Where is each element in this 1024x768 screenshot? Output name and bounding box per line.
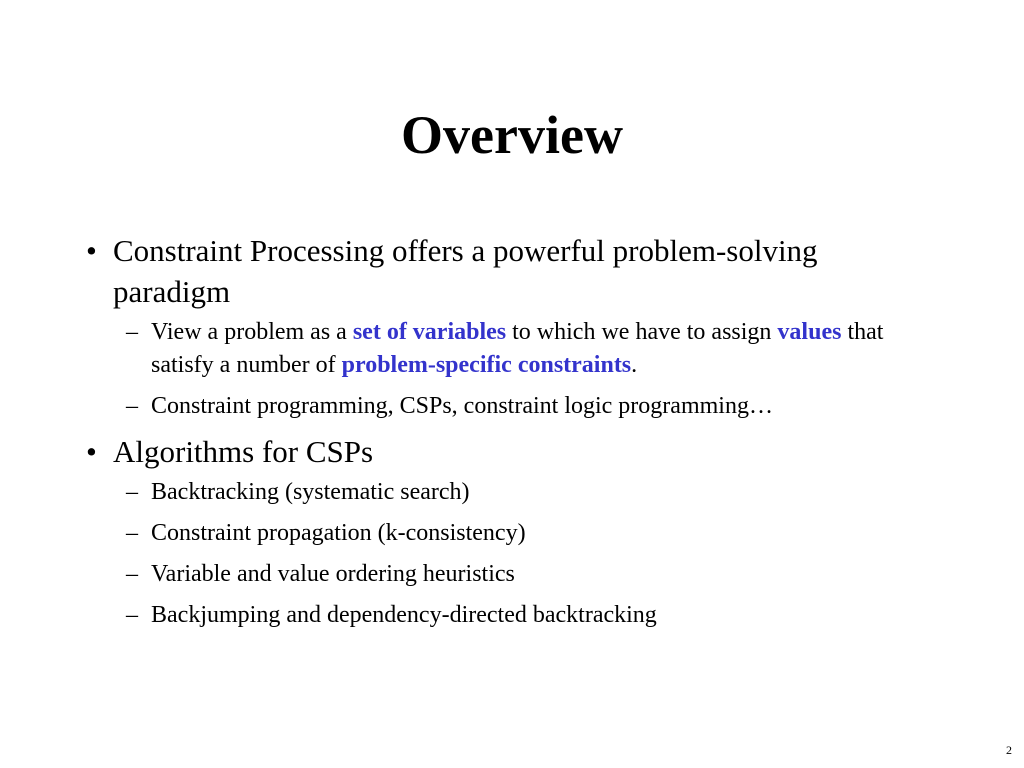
highlight-set-of-variables: set of variables [352,319,507,345]
sub-item-text: Constraint programming, CSPs, constraint logic programming… [151,393,773,419]
sub-item-text: Variable and value ordering heuristics [151,561,515,587]
sub-item-text-part: that satisfy a number of [151,319,884,378]
sub-item-text-part: to which we have to assign [506,319,778,345]
sub-item-text: Backtracking (systematic search) [151,479,470,505]
sub-item-constraint-propagation [113,517,924,550]
highlight-problem-specific-constraints: problem-specific constraints [341,352,632,378]
sub-item-constraint-programming [113,390,924,423]
sub-item-ordering-heuristics [113,558,924,591]
dash-marker: – [126,561,138,587]
dash-marker: – [126,393,138,419]
sub-item-text-part: View a problem as a [151,319,353,345]
sub-item-view-problem [113,316,924,382]
dash-marker: – [126,479,138,505]
bullet-marker: • [86,434,97,469]
dash-marker: – [126,520,138,546]
slide-title: Overview [401,105,623,165]
sub-item-text: Constraint propagation (k-consistency) [151,520,526,546]
sub-item-text: Backjumping and dependency-directed backtracking [151,602,657,628]
sub-item-backjumping [113,599,924,632]
sub-list [113,476,914,632]
dash-marker: – [126,319,138,345]
bullet-item-constraint-processing [0,230,1024,423]
dash-marker: – [126,602,138,628]
bullet-marker: • [86,233,97,268]
bullet-item-algorithms [0,431,1024,632]
bullet-list [0,230,1024,640]
page-number: 2 [1006,743,1012,757]
sub-list [113,316,914,423]
highlight-values: values [777,319,842,345]
sub-item-text-part: . [631,352,638,378]
bullet-text: Constraint Processing offers a powerful problem-solving paradigm [113,233,818,309]
bullet-text: Algorithms for CSPs [113,434,374,469]
sub-item-backtracking [113,476,924,509]
